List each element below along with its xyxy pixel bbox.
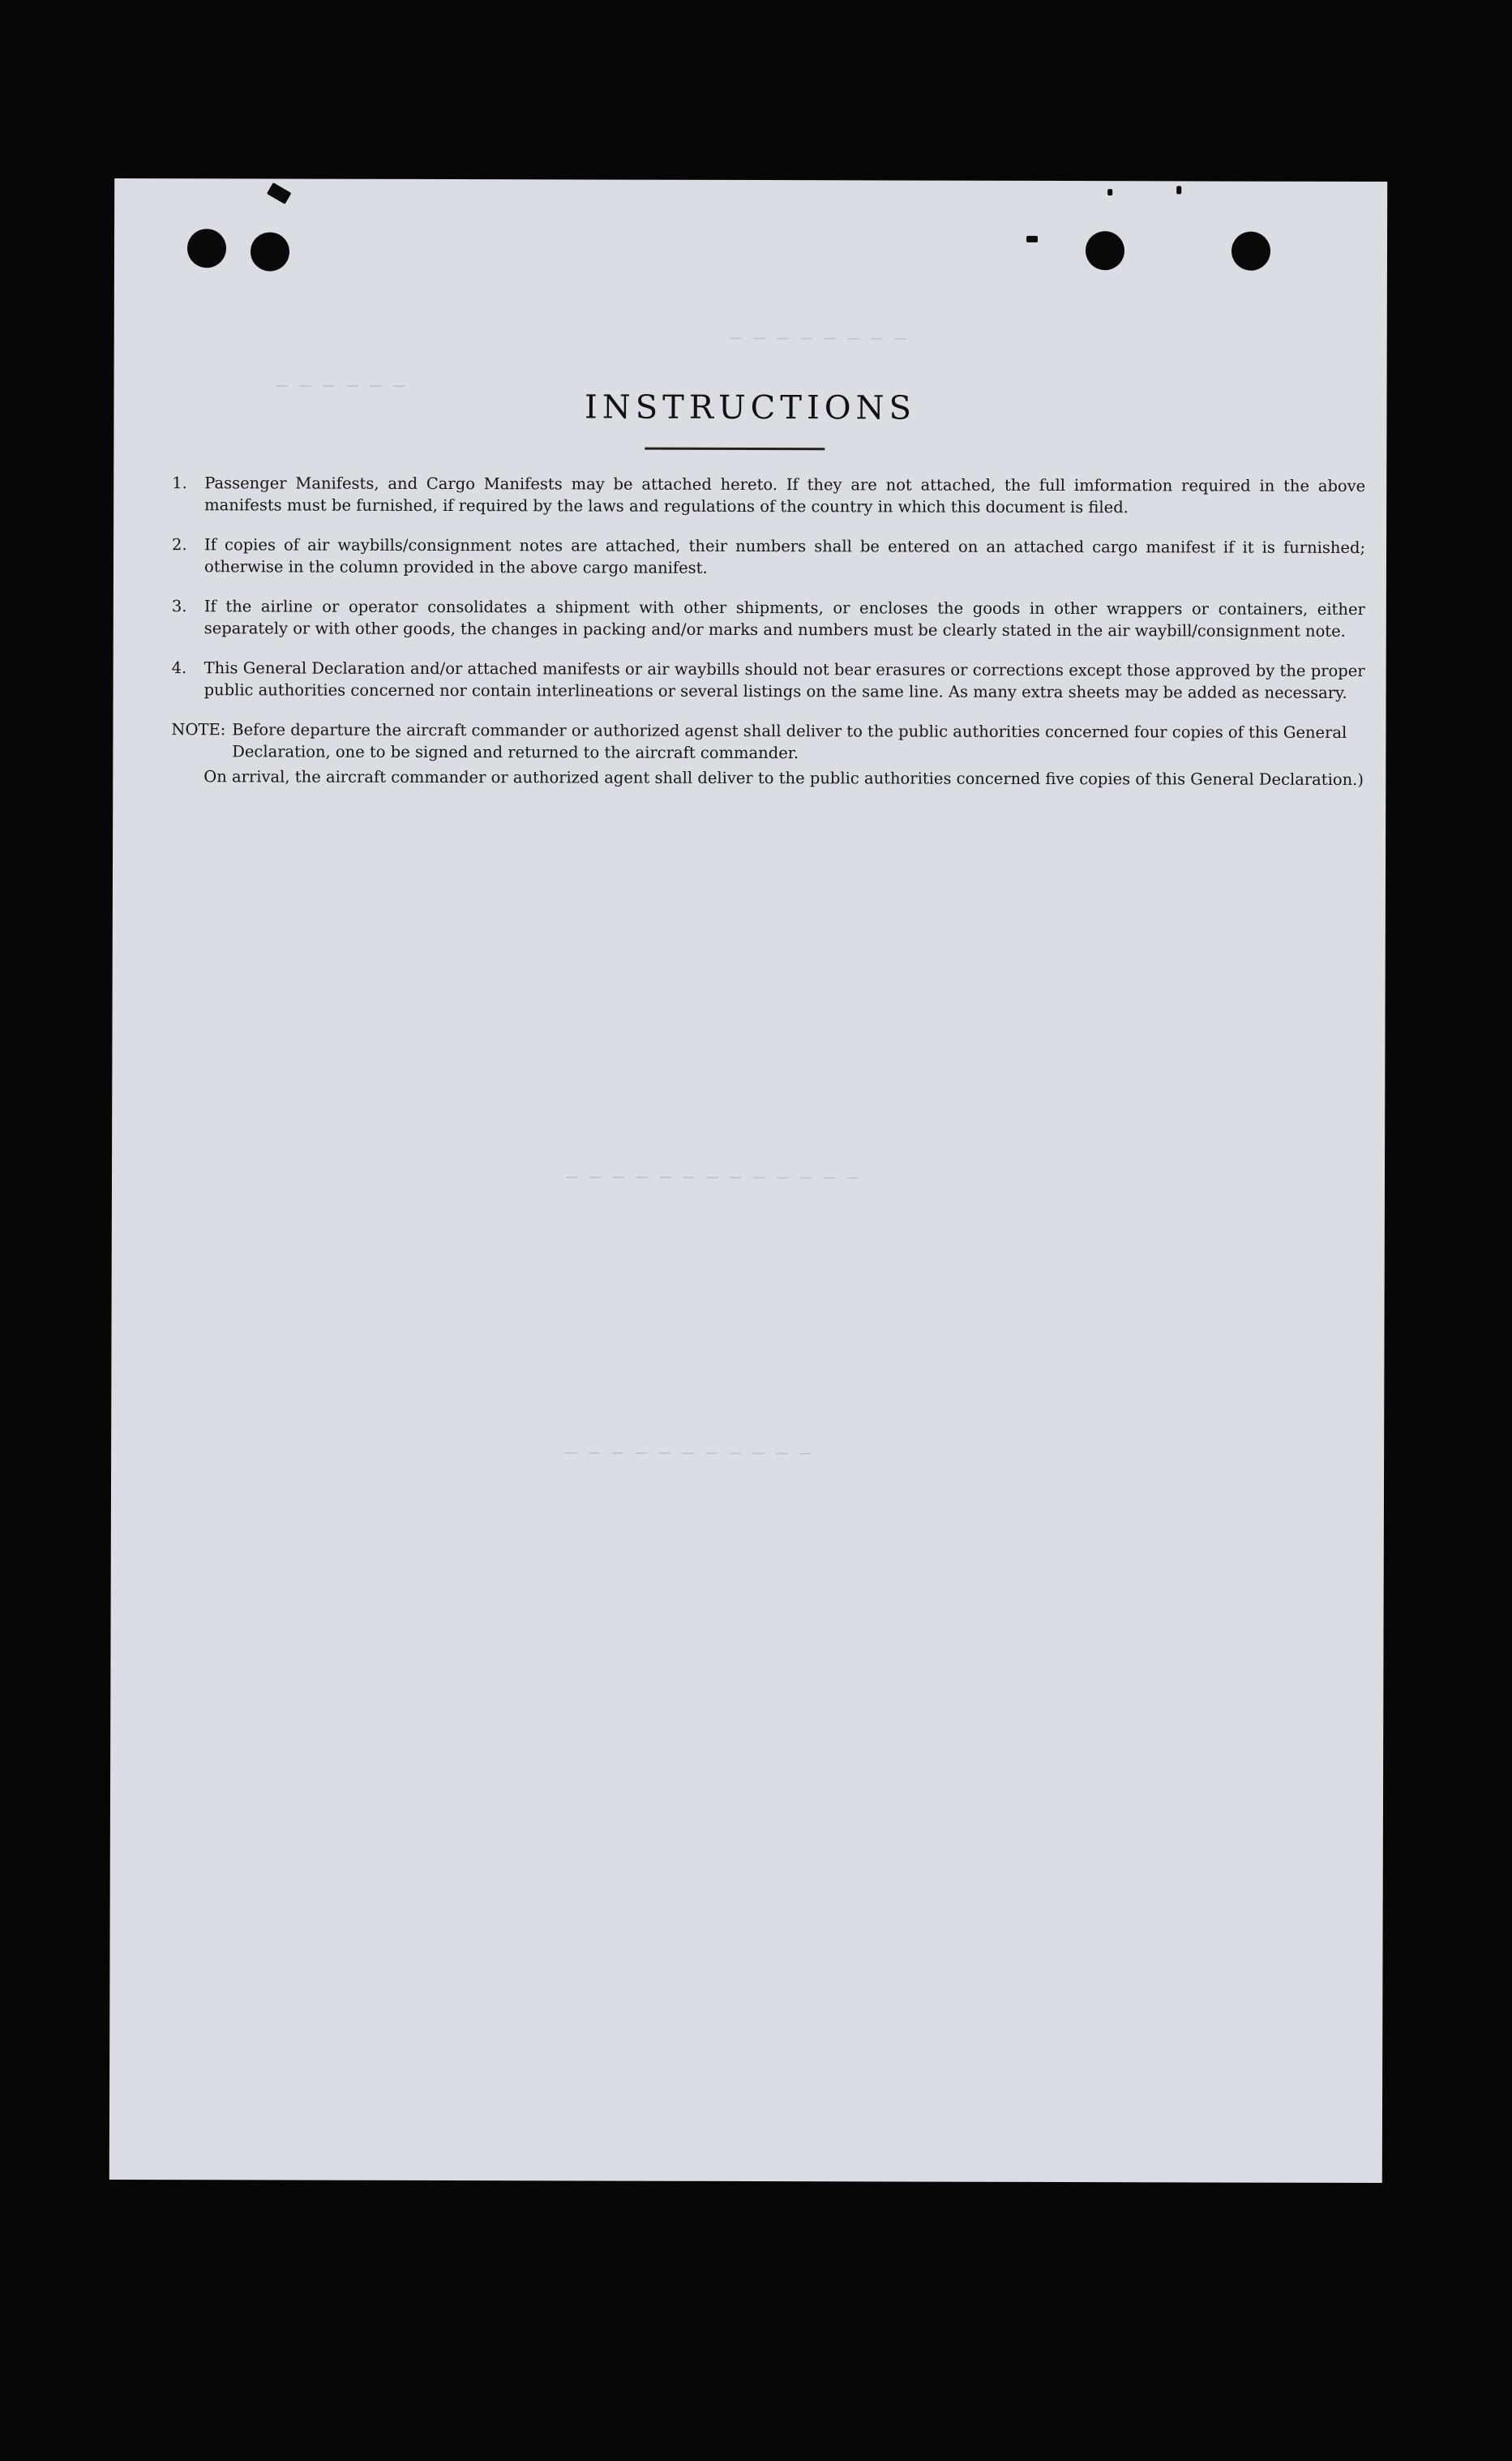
item-number: 4. bbox=[171, 658, 187, 678]
instruction-item bbox=[172, 657, 1365, 704]
punch-hole-left bbox=[187, 229, 226, 268]
punch-hole-left-2 bbox=[251, 232, 289, 271]
item-text: If the airline or operator consolidates a shipment with other shipments, or encloses the goods in other wrappers or containers, either separately or with other goods, the changes in packing and/or marks and numbers must be clearly stated in the air waybill/consignment note. bbox=[203, 597, 1365, 641]
ink-speck bbox=[1107, 189, 1112, 195]
instructions-list bbox=[171, 472, 1365, 791]
show-through-text: — — — — — — — — bbox=[730, 325, 906, 349]
item-text: This General Declaration and/or attached manifests or air waybills should not bear erasures or corrections except those approved by the proper public authorities concerned nor contain interlineations or several listings on the same line. As many extra sheets may be added as necessary. bbox=[203, 658, 1365, 702]
show-through-text: — — — — — — — — — — — — — bbox=[565, 1164, 859, 1189]
item-text: Passenger Manifests, and Cargo Manifests may be attached hereto. If they are not attached, the full imformation required in the above manifests must be furnished, if required by the laws and regulations of the country in which this document is filed. bbox=[204, 474, 1366, 517]
title-underline bbox=[645, 448, 825, 451]
ink-speck bbox=[1026, 236, 1038, 242]
ink-speck bbox=[1176, 186, 1181, 194]
instruction-item bbox=[172, 472, 1365, 519]
punch-hole-right bbox=[1086, 231, 1124, 270]
paper-sheet bbox=[109, 178, 1387, 2183]
note-text-arrival: On arrival, the aircraft commander or authorized agent shall deliver to the public authorities concerned five copies of this General Declaration.) bbox=[203, 767, 1364, 789]
show-through-text: — — — — — — bbox=[276, 373, 405, 397]
note-block bbox=[171, 718, 1364, 765]
note-label: NOTE: bbox=[171, 720, 226, 740]
instruction-item bbox=[172, 595, 1365, 642]
item-number: 3. bbox=[171, 597, 187, 616]
item-number: 2. bbox=[172, 535, 187, 555]
page-title: INSTRUCTIONS bbox=[584, 388, 917, 427]
item-number: 1. bbox=[172, 474, 187, 493]
ink-speck bbox=[267, 182, 292, 204]
item-text: If copies of air waybills/consignment notes are attached, their numbers shall be entered on an attached cargo manifest if it is furnished; otherwise in the column provided in the above cargo manifest. bbox=[203, 535, 1366, 577]
instruction-item bbox=[172, 534, 1365, 581]
punch-hole-right-2 bbox=[1231, 232, 1270, 271]
show-through-text: — — — — — — — — — — — bbox=[565, 1440, 812, 1464]
note-text: Before departure the aircraft commander or authorized agenst shall deliver to the public authorities concerned four copies of this General Declaration, one to be signed and returned to the aircraft commander. bbox=[232, 720, 1347, 763]
